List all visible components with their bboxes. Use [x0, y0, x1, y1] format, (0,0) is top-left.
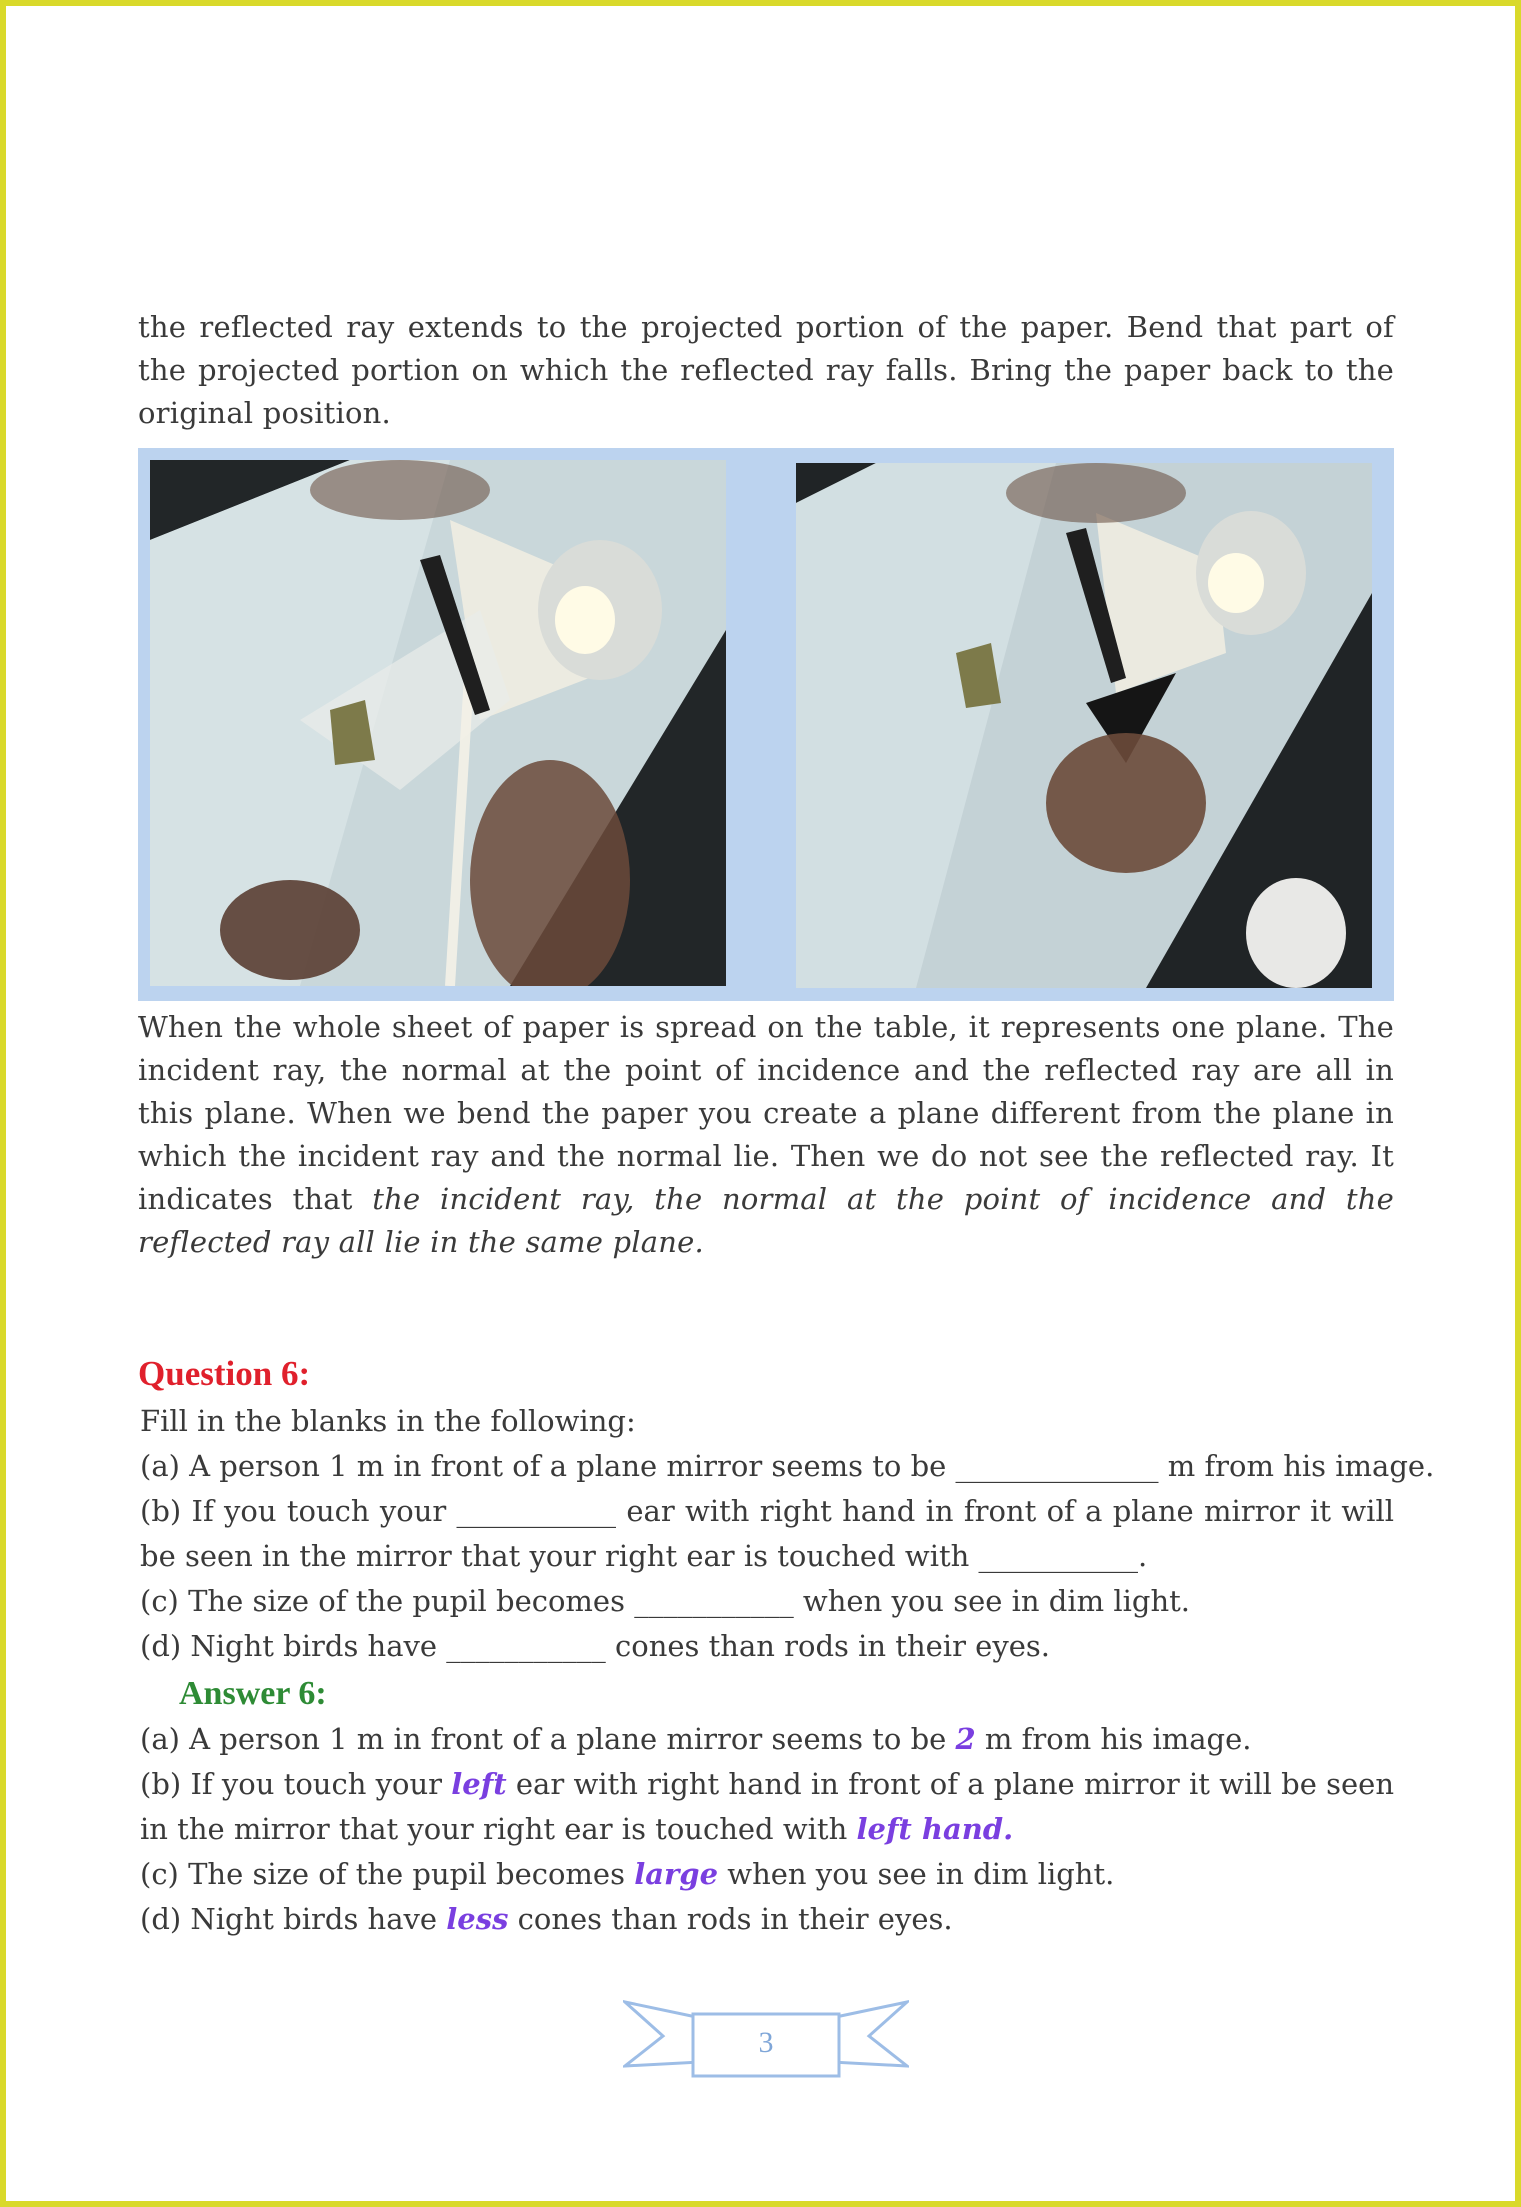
- answer-fill: left hand: [856, 1812, 1004, 1846]
- answer-text: (b) If you touch your: [140, 1767, 452, 1801]
- question-item-b: (b) If you touch your ___________ ear with right hand in front of a plane mirror it will be seen in the mirror that your right ear is touched with ___________.: [140, 1494, 1394, 1573]
- question-block: [140, 1399, 1435, 1669]
- answer-text: (c) The size of the pupil becomes: [140, 1857, 635, 1891]
- answer-text: (d) Night birds have: [140, 1902, 447, 1936]
- answer-fill: left: [451, 1767, 507, 1801]
- question-item-a: (a) A person 1 m in front of a plane mirror seems to be ______________ m from his image.: [140, 1449, 1435, 1483]
- answer-item-c: [140, 1852, 1394, 1897]
- answer-text: when you see in dim light.: [718, 1857, 1115, 1891]
- answer-fill: 2: [955, 1722, 976, 1756]
- answer-heading: Answer 6:: [179, 1675, 327, 1712]
- answer-text: (a) A person 1 m in front of a plane mirror seems to be: [140, 1722, 956, 1756]
- question-heading: Question 6:: [138, 1354, 311, 1393]
- answer-text: .: [1003, 1812, 1014, 1846]
- page-number: 3: [758, 2026, 774, 2059]
- experiment-photo-flat-paper: [150, 460, 726, 986]
- answer-item-d: [140, 1897, 1394, 1942]
- answer-item-a: [140, 1717, 1394, 1762]
- answer-text: m from his image.: [975, 1722, 1252, 1756]
- answer-text: cones than rods in their eyes.: [508, 1902, 953, 1936]
- explanation-conclusion: the incident ray, the normal at the point of incidence and the reflected ray all lie in the same plane.: [138, 1182, 1394, 1259]
- explanation-text: When the whole sheet of paper is spread on the table, it represents one plane. The incident ray, the normal at the point of incidence and the reflected ray are all in this plane. When we bend the paper you create a plane different from the plane in which the incident ray and the normal lie. Then we do not see the reflected ray. It indicates that: [138, 1010, 1394, 1216]
- question-prompt: Fill in the blanks in the following:: [140, 1404, 636, 1438]
- explanation-paragraph: [138, 1006, 1394, 1264]
- experiment-figure: [138, 448, 1394, 1001]
- intro-paragraph: the reflected ray extends to the projected portion of the paper. Bend that part of the projected portion on which the reflected ray falls. Bring the paper back to the original position.: [138, 310, 1394, 430]
- question-item-c: (c) The size of the pupil becomes ___________ when you see in dim light.: [140, 1584, 1191, 1618]
- answer-fill: large: [634, 1857, 719, 1891]
- question-item-d: (d) Night birds have ___________ cones than rods in their eyes.: [140, 1629, 1050, 1663]
- answer-block: [140, 1717, 1394, 1942]
- experiment-photo-bent-paper: [796, 463, 1372, 988]
- answer-item-b: [140, 1762, 1394, 1852]
- answer-fill: less: [446, 1902, 509, 1936]
- answer-text: ear with right hand in front of a plane mirror it will be seen in the mirror that your right ear is touched with: [140, 1767, 1394, 1846]
